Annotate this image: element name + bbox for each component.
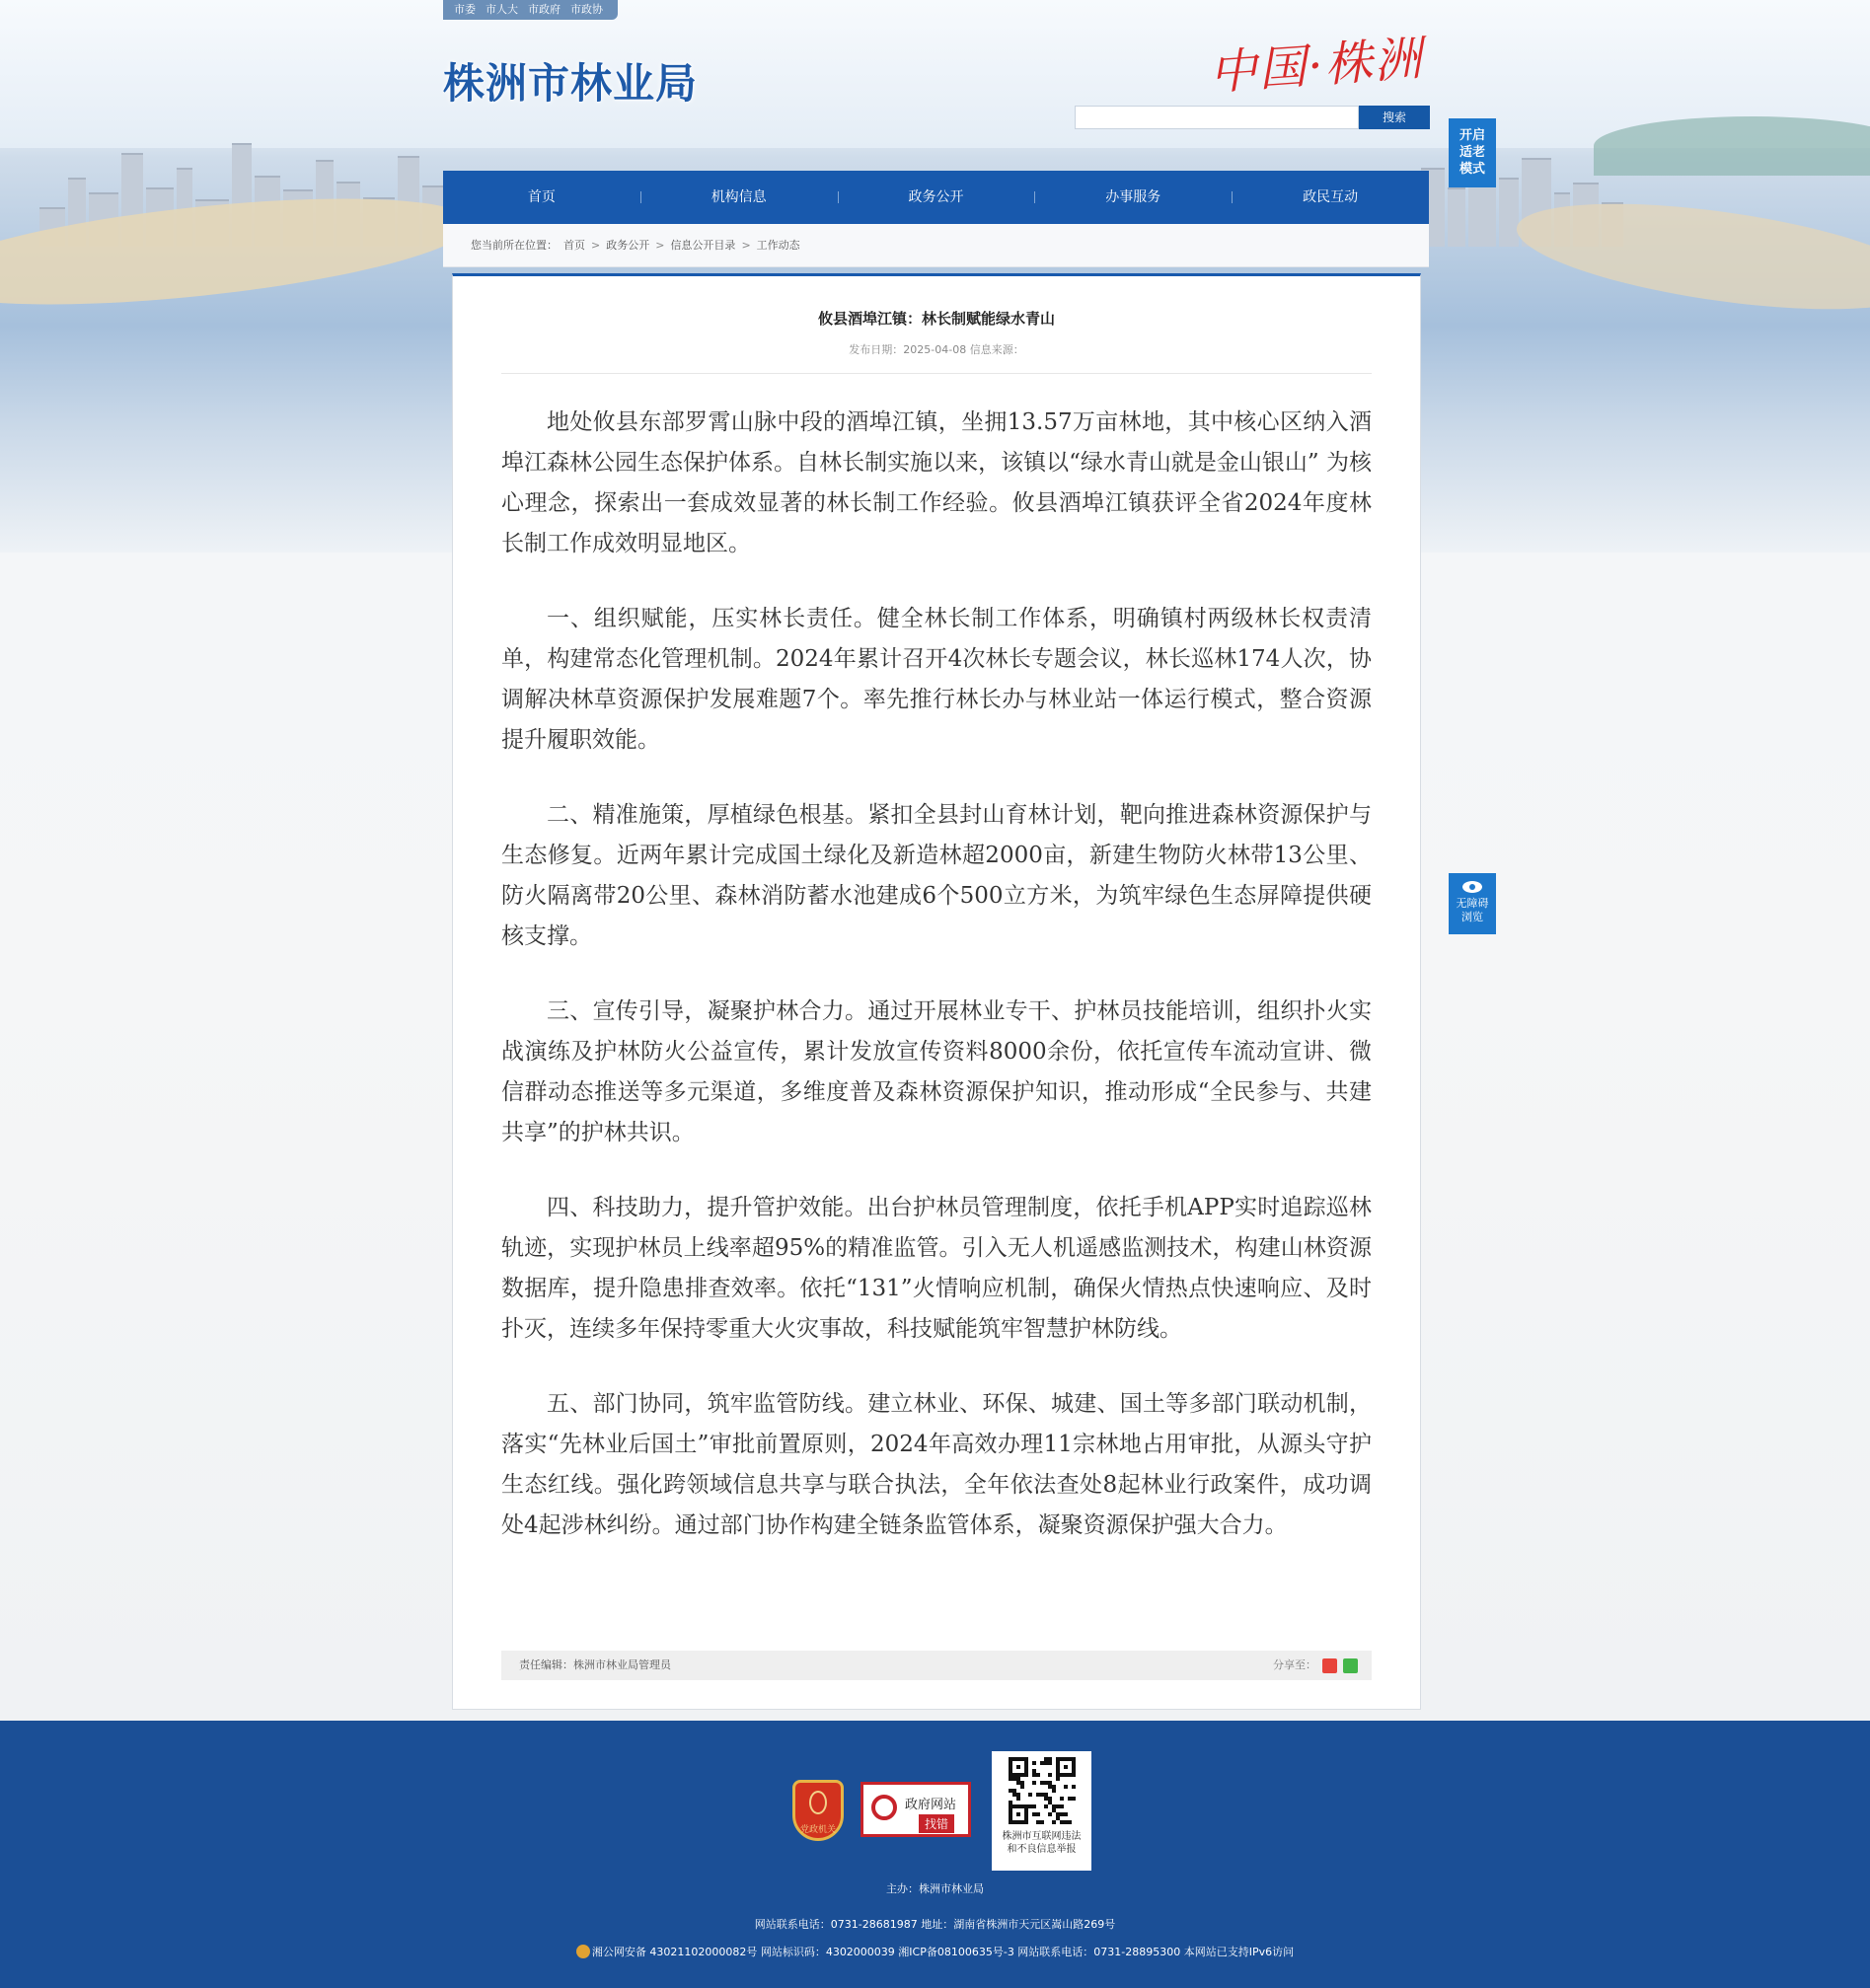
- share-label: 分享至：: [1273, 1658, 1316, 1671]
- footer-host: 主办：株洲市林业局: [886, 1882, 984, 1895]
- sky-background: [0, 0, 1870, 148]
- report-qr-code[interactable]: [992, 1751, 1091, 1871]
- breadcrumb: [443, 224, 1429, 267]
- breadcrumb-separator: >: [741, 239, 751, 252]
- article-card: [452, 273, 1421, 1710]
- article-paragraph: 一、组织赋能，压实林长责任。健全林长制工作体系，明确镇村两级林长权责清单，构建常态化管理机制。2024年累计召开4次林长专题会议，林长巡林174人次，协调解决林草资源保护发展难题7个。率先推行林长办与林业站一体运行模式，整合资源提升履职效能。: [501, 606, 1372, 753]
- emblem-icon: [809, 1791, 827, 1814]
- footer-records: [0, 1944, 1870, 1959]
- breadcrumb-item[interactable]: 信息公开目录: [670, 239, 736, 252]
- article-paragraph: 地处攸县东部罗霄山脉中段的酒埠江镇，坐拥13.57万亩林地，其中核心区纳入酒埠江森林公园生态保护体系。自林长制实施以来，该镇以“绿水青山就是金山银山” 为核心理念，探索出一套成效显著的林长制工作经验。攸县酒埠江镇获评全省2024年度林长制工作成效明显地区。: [501, 409, 1372, 556]
- nav-interaction[interactable]: 政民互动: [1232, 171, 1429, 224]
- breadcrumb-item[interactable]: 工作动态: [756, 239, 800, 252]
- eye-icon: [1462, 881, 1482, 893]
- party-badge-label: 党政机关: [799, 1825, 836, 1835]
- magnifier-icon: [871, 1795, 897, 1820]
- nav-home[interactable]: 首页: [527, 189, 556, 205]
- accessibility-label: 无障碍浏览: [1456, 897, 1489, 923]
- error-badge-title: 政府网站: [905, 1798, 957, 1812]
- breadcrumb-separator: >: [591, 239, 601, 252]
- editor-bar: [501, 1651, 1372, 1680]
- article-paragraph: 二、精准施策，厚植绿色根基。紧扣全县封山育林计划，靶向推进森林资源保护与生态修复。近两年累计完成国土绿化及新造林超2000亩，新建生物防火林带13公里、防火隔离带20公里、森林消防蓄水池建成6个500立方米，为筑牢绿色生态屏障提供硬核支撑。: [501, 802, 1372, 949]
- accessibility-button[interactable]: [1449, 873, 1496, 934]
- article-meta: 发布日期：2025-04-08 信息来源：: [849, 343, 1024, 356]
- police-badge-icon: [576, 1945, 590, 1958]
- weibo-icon[interactable]: [1322, 1658, 1337, 1673]
- elder-mode-button[interactable]: [1449, 118, 1496, 187]
- nav-gov-affairs[interactable]: 政务公开: [838, 171, 1035, 224]
- top-links-bar: [443, 0, 618, 20]
- calligraphy-logo: 中国·株洲: [1207, 31, 1426, 102]
- article-body: [501, 403, 1372, 1581]
- breadcrumb-separator: >: [655, 239, 665, 252]
- gov-site-error-badge[interactable]: [860, 1782, 971, 1837]
- footer-records-text: 湘公网安备 43021102000082号 网站标识码：4302000039 湘ICP备08100635号-3 网站联系电话：0731-28895300 本网站已支持IPv6访问: [591, 1946, 1295, 1958]
- article-paragraph: 三、宣传引导，凝聚护林合力。通过开展林业专干、护林员技能培训，组织扑火实战演练及护林防火公益宣传，累计发放宣传资料8000余份，依托宣传车流动宣讲、微信群动态推送等多元渠道，多维度普及森林资源保护知识，推动形成“全民参与、共建共享”的护林共识。: [501, 998, 1372, 1145]
- article-paragraph: 四、科技助力，提升管护效能。出台护林员管理制度，依托手机APP实时追踪巡林轨迹，实现护林员上线率超95%的精准监管。引入无人机遥感监测技术，构建山林资源数据库，提升隐患排查效率。依托“131”火情响应机制，确保火情热点快速响应、及时扑灭，连续多年保持零重大火灾事故，科技赋能筑牢智慧护林防线。: [501, 1195, 1372, 1342]
- breadcrumb-item[interactable]: 政务公开: [606, 239, 650, 252]
- divider: [501, 373, 1372, 374]
- footer-contact: 网站联系电话：0731-28681987 地址：湖南省株洲市天元区嵩山路269号: [754, 1918, 1116, 1931]
- breadcrumb-label: 您当前所在位置：: [471, 239, 558, 252]
- article-title: 攸县酒埠江镇：林长制赋能绿水青山: [817, 310, 1055, 328]
- top-link-party-committee[interactable]: 市委: [454, 3, 476, 16]
- nav-organization[interactable]: 机构信息: [640, 171, 838, 224]
- hill-background: [1594, 116, 1870, 176]
- footer: [0, 1721, 1870, 1988]
- error-badge-action: 找错: [919, 1814, 954, 1833]
- qr-caption: 株洲市互联网违法和不良信息举报: [1002, 1831, 1082, 1855]
- elder-mode-label: 开启适老模式: [1459, 128, 1485, 177]
- share-area: [1273, 1651, 1358, 1680]
- top-link-peoples-congress[interactable]: 市人大: [486, 3, 518, 16]
- nav-services[interactable]: 办事服务: [1034, 171, 1232, 224]
- main-nav: [443, 171, 1429, 224]
- wechat-icon[interactable]: [1343, 1658, 1358, 1673]
- search-input[interactable]: [1075, 106, 1359, 129]
- responsible-editor: 责任编辑：株洲市林业局管理员: [519, 1658, 671, 1671]
- article-paragraph: 五、部门协同，筑牢监管防线。建立林业、环保、城建、国土等多部门联动机制，落实“先林业后国土”审批前置原则，2024年高效办理11宗林地占用审批，从源头守护生态红线。强化跨领域信息共享与联合执法，全年依法查处8起林业行政案件，成功调处4起涉林纠纷。通过部门协作构建全链条监管体系，凝聚资源保护强大合力。: [501, 1391, 1372, 1538]
- top-link-government[interactable]: 市政府: [528, 3, 561, 16]
- site-title[interactable]: 株洲市林业局: [443, 59, 699, 108]
- qr-code-icon: [1009, 1757, 1076, 1824]
- breadcrumb-item[interactable]: 首页: [563, 239, 585, 252]
- search-button[interactable]: 搜索: [1359, 106, 1430, 129]
- party-gov-badge[interactable]: [792, 1780, 844, 1841]
- river-shore: [1511, 184, 1870, 330]
- top-link-cppcc[interactable]: 市政协: [570, 3, 603, 16]
